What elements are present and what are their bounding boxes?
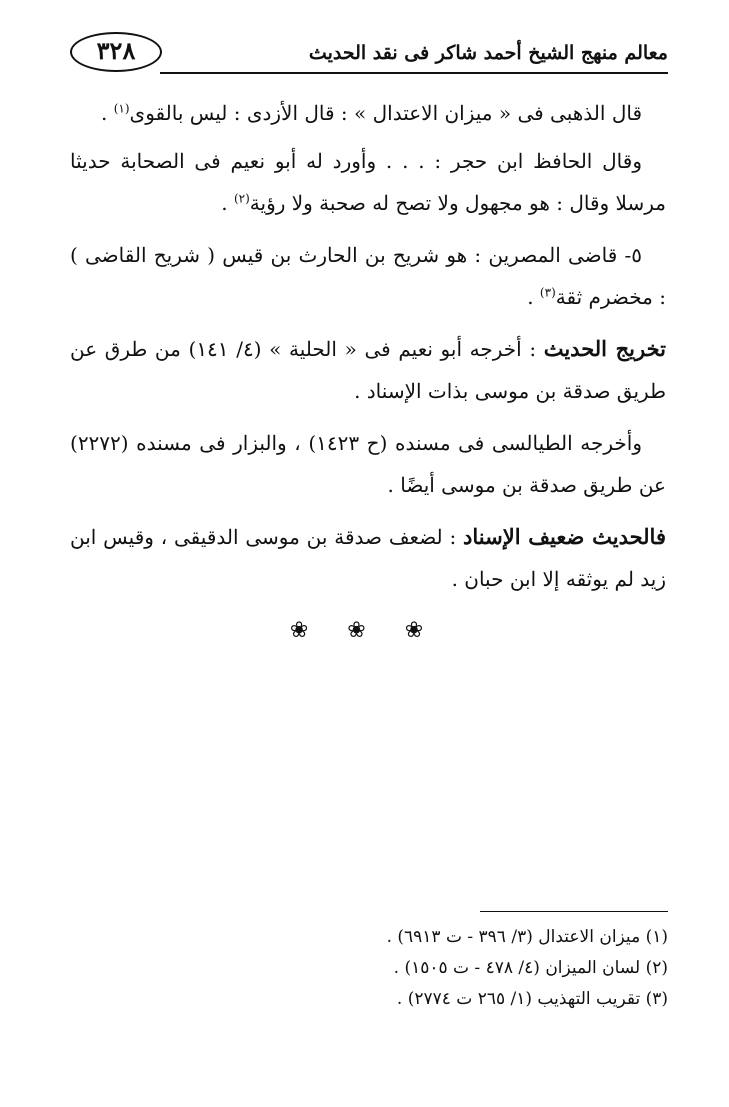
page-header (60, 28, 668, 78)
footnote-2: (٢) لسان الميزان (٤/ ٤٧٨ - ت ١٥٠٥) . (393, 958, 668, 978)
page-number: ٣٢٨ (70, 32, 162, 72)
paragraph-tayalisi (70, 422, 666, 506)
paragraph-text: : أخرجه أبو نعيم فى « الحلية » (٤/ ١٤١) من طرق عن طريق صدقة بن موسى بذات الإسناد . (70, 337, 666, 403)
running-title: معالم منهج الشيخ أحمد شاكر فى نقد الحديث (308, 42, 668, 64)
footnotes (70, 922, 668, 1015)
paragraph-text: ٥- قاضى المصرين : هو شريح بن الحارث بن قيس ( شريح القاضى ) : مخضرم ثقة (70, 243, 666, 309)
main-text (70, 92, 666, 610)
paragraph-text: قال الذهبى فى « ميزان الاعتدال » : قال الأزدى : ليس بالقوى (129, 101, 642, 125)
footnote-3: (٣) تقريب التهذيب (١/ ٢٦٥ ت ٢٧٧٤) . (396, 989, 668, 1009)
paragraph-end: . (101, 101, 114, 125)
footnote-1: (١) ميزان الاعتدال (٣/ ٣٩٦ - ت ٦٩١٣) . (386, 927, 668, 947)
paragraph-dhahabi (70, 92, 666, 134)
paragraph-ibn-hajar (70, 140, 666, 224)
paragraph-end: . (221, 191, 234, 215)
footnote-ref-3: (٣) (539, 285, 556, 300)
header-rule (160, 72, 668, 74)
footnote-ref-1: (١) (113, 101, 130, 116)
paragraph-end: . (527, 285, 540, 309)
paragraph-verdict (70, 516, 666, 600)
footnote-rule (480, 911, 668, 912)
paragraph-text: : لضعف صدقة بن موسى الدقيقى ، وقيس ابن زيد لم يوثقه إلا ابن حبان . (70, 525, 666, 591)
takhrij-heading: تخريج الحديث (543, 336, 666, 361)
paragraph-text: وأخرجه الطيالسى فى مسنده (ح ١٤٢٣) ، والبزار فى مسنده (٢٢٧٢) عن طريق صدقة بن موسى أيضًا . (70, 431, 666, 497)
section-separator-ornament: ❀ ❀ ❀ (289, 618, 440, 643)
footnote-ref-2: (٢) (233, 191, 250, 206)
paragraph-takhrij (70, 328, 666, 412)
paragraph-text: وقال الحافظ ابن حجر : . . . وأورد له أبو نعيم فى الصحابة حديثا مرسلا وقال : هو مجهول ولا تصح له صحبة ولا رؤية (70, 149, 666, 215)
verdict-heading: فالحديث ضعيف الإسناد (463, 524, 666, 549)
paragraph-qadi (70, 234, 666, 318)
